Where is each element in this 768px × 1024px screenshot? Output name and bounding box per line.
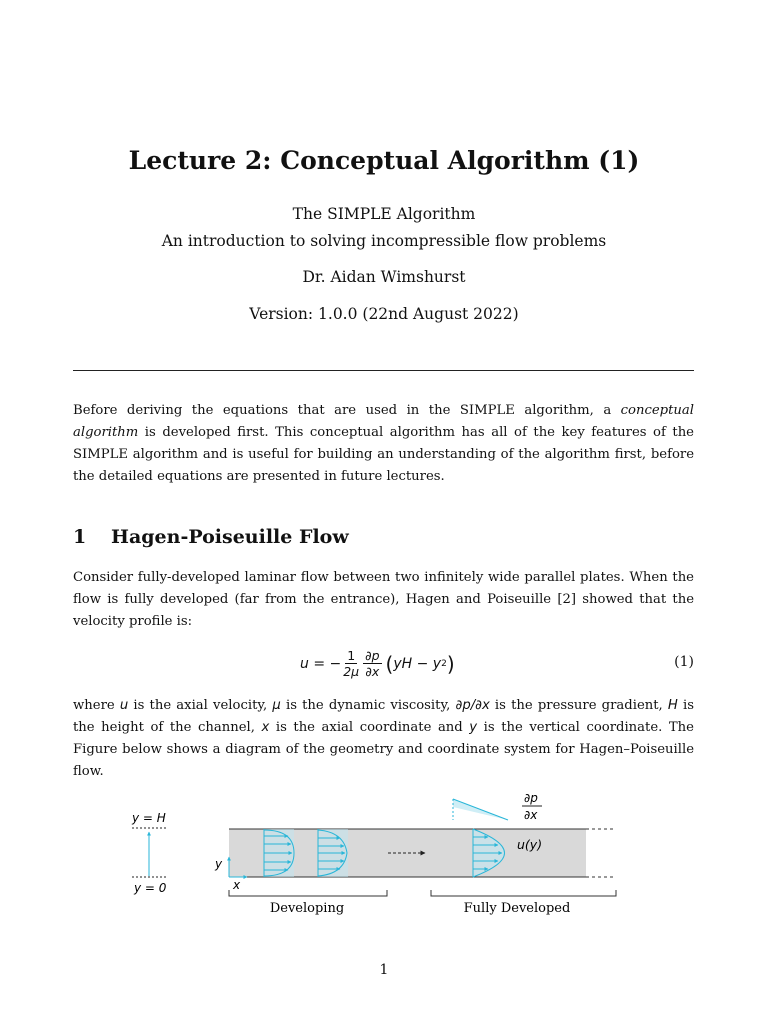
header-divider: [73, 370, 694, 371]
document-author: Dr. Aidan Wimshurst: [302, 268, 466, 286]
intro-paragraph: Before deriving the equations that are used in the SIMPLE algorithm, a conceptual algorithm is developed first. This conceptual algorithm has all of the key features of the SIMPLE algorithm and is useful for building an understanding of the algorithm first, before the detailed equations are presented in future lectures.: [73, 403, 694, 484]
label-y-equals-0: y = 0: [134, 881, 167, 895]
developing-label: Developing: [269, 901, 345, 916]
document-title: Lecture 2: Conceptual Algorithm (1): [128, 146, 640, 175]
section-title: Hagen-Poiseuille Flow: [111, 526, 349, 548]
intro-emphasis: conceptual algorithm: [73, 403, 694, 440]
equation-number: (1): [674, 654, 694, 670]
label-y-equals-h: y = H: [132, 811, 166, 825]
equation-1: u = − $\frac{1}{2\mu}$ $\frac{\partial p}{\partial x}$ ( yH − y 2 ): [300, 648, 455, 679]
fully-developed-bracket: [431, 890, 616, 896]
equation-rhs: yH − y: [393, 655, 442, 672]
equation-fraction-2: $\frac{\partial p}{\partial x}$: [365, 648, 380, 679]
developing-profile-2: [318, 829, 348, 877]
equation-fraction-1: $\frac{1}{2\mu}$: [343, 648, 360, 679]
body-paragraph-1: Consider fully-developed laminar flow between two infinitely wide parallel plates. When the flow is fully developed (far from the entrance), Hagen and Poiseuille [2] showed that the velocity profile is:: [73, 570, 694, 629]
axis-label-x: x: [233, 878, 241, 892]
equation-lhs: u = −: [300, 655, 342, 672]
body-paragraph-2: where u is the axial velocity, μ is the dynamic viscosity, ∂p/∂x is the pressure gradient, H is the height of the channel, x is the axial coordinate and y is the vertical coordinate. The Figure below shows a diagram of the geometry and coordinate system for Hagen–Poiseuille flow.: [73, 698, 694, 779]
document-description: An introduction to solving incompressible flow problems: [161, 232, 607, 250]
fully-developed-label: Fully Developed: [463, 901, 571, 916]
axis-label-y: y: [215, 857, 223, 871]
dp-denominator: ∂x: [524, 808, 538, 822]
dp-numerator: ∂p: [524, 791, 538, 805]
developing-profile-1: [264, 829, 294, 877]
document-version: Version: 1.0.0 (22nd August 2022): [249, 305, 519, 323]
velocity-label: u(y): [517, 837, 543, 852]
pressure-gradient-icon: [453, 799, 508, 820]
document-subtitle: The SIMPLE Algorithm: [292, 205, 476, 223]
section-heading: [73, 526, 349, 548]
hagen-poiseuille-diagram: [0, 780, 768, 920]
developing-bracket: [229, 890, 387, 896]
page-number: 1: [379, 962, 389, 978]
section-number: 1: [73, 526, 87, 548]
